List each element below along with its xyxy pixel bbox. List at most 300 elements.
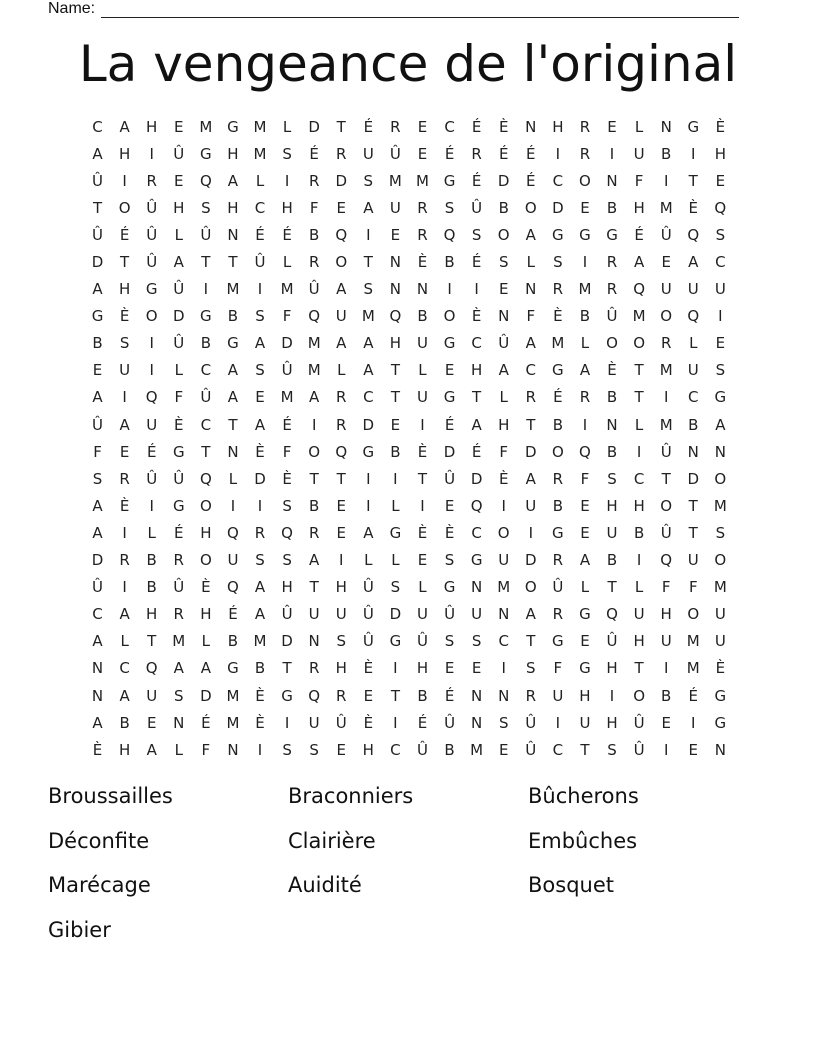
- grid-cell[interactable]: L: [337, 361, 346, 380]
- grid-cell[interactable]: T: [228, 415, 238, 434]
- grid-cell[interactable]: B: [309, 496, 320, 515]
- grid-cell[interactable]: S: [282, 496, 292, 515]
- grid-cell[interactable]: É: [282, 225, 292, 244]
- grid-cell[interactable]: I: [609, 686, 615, 705]
- grid-cell[interactable]: H: [146, 117, 158, 136]
- grid-cell[interactable]: U: [687, 551, 699, 570]
- grid-cell[interactable]: L: [255, 171, 265, 190]
- grid-cell[interactable]: R: [552, 605, 564, 624]
- grid-cell[interactable]: G: [443, 578, 456, 597]
- grid-cell[interactable]: D: [335, 171, 348, 190]
- grid-cell[interactable]: U: [687, 280, 699, 299]
- grid-cell[interactable]: I: [393, 469, 398, 488]
- grid-cell[interactable]: É: [417, 713, 428, 732]
- grid-cell[interactable]: I: [149, 144, 154, 163]
- grid-cell[interactable]: B: [606, 442, 618, 461]
- grid-cell[interactable]: M: [199, 117, 213, 136]
- grid-cell[interactable]: F: [526, 307, 536, 326]
- grid-cell[interactable]: M: [280, 388, 294, 407]
- grid-cell[interactable]: U: [227, 551, 239, 570]
- grid-cell[interactable]: Q: [335, 442, 348, 461]
- grid-cell[interactable]: H: [118, 280, 131, 299]
- grid-cell[interactable]: É: [228, 605, 238, 624]
- grid-cell[interactable]: A: [254, 415, 266, 434]
- grid-cell[interactable]: B: [444, 740, 455, 759]
- grid-cell[interactable]: Û: [92, 578, 104, 597]
- grid-cell[interactable]: È: [363, 713, 374, 732]
- grid-cell[interactable]: O: [524, 578, 537, 597]
- grid-cell[interactable]: T: [336, 469, 346, 488]
- grid-cell[interactable]: U: [308, 605, 320, 624]
- grid-cell[interactable]: M: [551, 334, 565, 353]
- grid-cell[interactable]: R: [336, 415, 347, 434]
- grid-cell[interactable]: N: [389, 280, 402, 299]
- grid-cell[interactable]: T: [526, 632, 536, 651]
- grid-cell[interactable]: T: [688, 523, 698, 542]
- grid-cell[interactable]: I: [393, 659, 398, 678]
- grid-cell[interactable]: Q: [335, 225, 348, 244]
- grid-cell[interactable]: É: [553, 388, 563, 407]
- grid-cell[interactable]: N: [91, 659, 104, 678]
- grid-cell[interactable]: Û: [92, 171, 104, 190]
- grid-cell[interactable]: T: [688, 171, 698, 190]
- grid-cell[interactable]: É: [471, 442, 482, 461]
- grid-cell[interactable]: H: [579, 686, 591, 705]
- grid-cell[interactable]: È: [92, 740, 103, 759]
- grid-cell[interactable]: Û: [146, 198, 158, 217]
- grid-cell[interactable]: A: [227, 171, 239, 190]
- grid-cell[interactable]: H: [470, 361, 483, 380]
- grid-cell[interactable]: S: [336, 632, 346, 651]
- grid-cell[interactable]: I: [122, 523, 127, 542]
- grid-cell[interactable]: R: [119, 469, 130, 488]
- grid-cell[interactable]: E: [174, 171, 184, 190]
- grid-cell[interactable]: N: [471, 713, 483, 732]
- grid-cell[interactable]: D: [525, 551, 537, 570]
- grid-cell[interactable]: E: [336, 496, 346, 515]
- grid-cell[interactable]: G: [91, 307, 104, 326]
- grid-cell[interactable]: M: [253, 632, 267, 651]
- grid-cell[interactable]: B: [92, 334, 103, 353]
- grid-cell[interactable]: Û: [173, 280, 185, 299]
- grid-cell[interactable]: C: [200, 415, 212, 434]
- grid-cell[interactable]: T: [390, 361, 400, 380]
- grid-cell[interactable]: Û: [362, 632, 374, 651]
- grid-cell[interactable]: S: [255, 551, 265, 570]
- grid-cell[interactable]: U: [362, 144, 374, 163]
- grid-cell[interactable]: D: [497, 171, 510, 190]
- grid-cell[interactable]: M: [253, 117, 267, 136]
- grid-cell[interactable]: U: [416, 605, 428, 624]
- grid-cell[interactable]: L: [580, 578, 590, 597]
- grid-cell[interactable]: O: [199, 496, 212, 515]
- grid-cell[interactable]: U: [714, 605, 726, 624]
- grid-cell[interactable]: N: [227, 225, 239, 244]
- grid-cell[interactable]: È: [282, 469, 292, 488]
- grid-cell[interactable]: Û: [254, 253, 266, 272]
- grid-cell[interactable]: D: [443, 442, 456, 461]
- grid-cell[interactable]: G: [687, 117, 700, 136]
- grid-cell[interactable]: B: [200, 334, 211, 353]
- grid-cell[interactable]: Û: [552, 578, 564, 597]
- grid-cell[interactable]: Û: [389, 144, 401, 163]
- grid-cell[interactable]: U: [335, 307, 347, 326]
- grid-cell[interactable]: È: [498, 469, 509, 488]
- grid-cell[interactable]: Û: [444, 469, 456, 488]
- grid-cell[interactable]: E: [336, 740, 346, 759]
- grid-cell[interactable]: E: [661, 253, 671, 272]
- grid-cell[interactable]: B: [444, 253, 455, 272]
- grid-cell[interactable]: E: [580, 496, 590, 515]
- grid-cell[interactable]: O: [606, 334, 618, 353]
- grid-cell[interactable]: N: [498, 307, 510, 326]
- grid-cell[interactable]: T: [661, 469, 671, 488]
- grid-cell[interactable]: T: [201, 253, 211, 272]
- grid-cell[interactable]: D: [362, 415, 375, 434]
- grid-cell[interactable]: M: [416, 171, 429, 190]
- grid-cell[interactable]: I: [501, 659, 506, 678]
- grid-cell[interactable]: È: [417, 442, 428, 461]
- grid-cell[interactable]: R: [579, 144, 591, 163]
- grid-cell[interactable]: A: [119, 117, 130, 136]
- grid-cell[interactable]: Û: [471, 198, 483, 217]
- grid-cell[interactable]: B: [309, 225, 320, 244]
- grid-cell[interactable]: Q: [443, 225, 456, 244]
- grid-cell[interactable]: S: [363, 280, 374, 299]
- grid-cell[interactable]: I: [230, 496, 236, 515]
- grid-cell[interactable]: O: [497, 523, 510, 542]
- grid-cell[interactable]: M: [226, 713, 240, 732]
- grid-cell[interactable]: N: [308, 632, 320, 651]
- name-underline[interactable]: [101, 3, 739, 18]
- grid-cell[interactable]: C: [471, 334, 482, 353]
- grid-cell[interactable]: E: [390, 415, 401, 434]
- grid-cell[interactable]: B: [606, 551, 618, 570]
- grid-cell[interactable]: É: [363, 117, 374, 136]
- grid-cell[interactable]: I: [555, 713, 561, 732]
- grid-cell[interactable]: Û: [660, 442, 672, 461]
- grid-cell[interactable]: B: [227, 632, 239, 651]
- grid-cell[interactable]: G: [606, 225, 618, 244]
- grid-cell[interactable]: M: [686, 632, 700, 651]
- grid-cell[interactable]: S: [471, 225, 482, 244]
- grid-cell[interactable]: T: [390, 388, 400, 407]
- grid-cell[interactable]: N: [498, 686, 510, 705]
- grid-cell[interactable]: B: [254, 659, 266, 678]
- grid-cell[interactable]: U: [498, 551, 510, 570]
- grid-cell[interactable]: È: [553, 307, 563, 326]
- grid-cell[interactable]: T: [120, 253, 130, 272]
- grid-cell[interactable]: M: [713, 496, 727, 515]
- grid-cell[interactable]: S: [282, 551, 292, 570]
- grid-cell[interactable]: B: [417, 307, 428, 326]
- grid-cell[interactable]: A: [715, 415, 726, 434]
- grid-cell[interactable]: S: [444, 632, 455, 651]
- grid-cell[interactable]: B: [661, 686, 672, 705]
- grid-cell[interactable]: E: [444, 496, 455, 515]
- grid-cell[interactable]: F: [634, 171, 644, 190]
- grid-cell[interactable]: É: [688, 686, 698, 705]
- grid-cell[interactable]: O: [660, 307, 673, 326]
- grid-cell[interactable]: Û: [525, 713, 537, 732]
- grid-cell[interactable]: R: [336, 686, 347, 705]
- grid-cell[interactable]: R: [579, 388, 591, 407]
- grid-cell[interactable]: A: [227, 388, 239, 407]
- grid-cell[interactable]: S: [92, 469, 103, 488]
- grid-cell[interactable]: È: [255, 442, 265, 461]
- grid-cell[interactable]: I: [257, 496, 263, 515]
- grid-cell[interactable]: L: [634, 117, 644, 136]
- grid-cell[interactable]: É: [201, 713, 211, 732]
- grid-cell[interactable]: È: [471, 307, 482, 326]
- grid-cell[interactable]: N: [471, 686, 483, 705]
- grid-cell[interactable]: E: [146, 713, 157, 732]
- grid-cell[interactable]: I: [474, 280, 479, 299]
- grid-cell[interactable]: E: [661, 713, 671, 732]
- grid-cell[interactable]: N: [660, 117, 672, 136]
- grid-cell[interactable]: A: [363, 334, 374, 353]
- grid-cell[interactable]: R: [390, 117, 401, 136]
- grid-cell[interactable]: I: [203, 280, 209, 299]
- grid-cell[interactable]: E: [444, 361, 455, 380]
- grid-cell[interactable]: C: [390, 740, 401, 759]
- grid-cell[interactable]: B: [661, 144, 672, 163]
- grid-cell[interactable]: N: [227, 442, 239, 461]
- grid-cell[interactable]: N: [389, 253, 402, 272]
- grid-cell[interactable]: E: [498, 280, 509, 299]
- grid-cell[interactable]: Û: [444, 605, 456, 624]
- grid-cell[interactable]: O: [308, 442, 321, 461]
- grid-cell[interactable]: Q: [227, 523, 239, 542]
- grid-cell[interactable]: Û: [92, 225, 104, 244]
- grid-cell[interactable]: B: [146, 551, 157, 570]
- grid-cell[interactable]: T: [607, 578, 617, 597]
- grid-cell[interactable]: N: [173, 713, 185, 732]
- grid-cell[interactable]: Q: [714, 198, 727, 217]
- grid-cell[interactable]: G: [389, 632, 402, 651]
- grid-cell[interactable]: U: [633, 144, 645, 163]
- grid-cell[interactable]: O: [524, 198, 537, 217]
- grid-cell[interactable]: S: [444, 198, 455, 217]
- grid-cell[interactable]: E: [417, 551, 428, 570]
- grid-cell[interactable]: Û: [200, 388, 212, 407]
- grid-cell[interactable]: Û: [444, 713, 456, 732]
- grid-cell[interactable]: Q: [470, 496, 483, 515]
- grid-cell[interactable]: A: [309, 551, 320, 570]
- grid-cell[interactable]: I: [149, 496, 154, 515]
- grid-cell[interactable]: A: [498, 361, 509, 380]
- grid-cell[interactable]: H: [200, 605, 212, 624]
- grid-cell[interactable]: U: [389, 198, 401, 217]
- grid-cell[interactable]: B: [606, 388, 618, 407]
- grid-cell[interactable]: T: [634, 361, 644, 380]
- grid-cell[interactable]: G: [227, 334, 239, 353]
- grid-cell[interactable]: E: [174, 117, 184, 136]
- grid-cell[interactable]: Û: [335, 713, 347, 732]
- grid-cell[interactable]: Q: [633, 280, 645, 299]
- grid-cell[interactable]: H: [118, 740, 131, 759]
- grid-cell[interactable]: Û: [525, 740, 537, 759]
- grid-cell[interactable]: A: [92, 144, 103, 163]
- grid-cell[interactable]: B: [552, 496, 564, 515]
- grid-cell[interactable]: G: [227, 659, 239, 678]
- grid-cell[interactable]: D: [91, 551, 104, 570]
- grid-cell[interactable]: L: [174, 740, 183, 759]
- grid-cell[interactable]: È: [174, 415, 184, 434]
- grid-cell[interactable]: C: [92, 117, 103, 136]
- grid-cell[interactable]: Û: [660, 225, 672, 244]
- grid-cell[interactable]: Û: [362, 605, 374, 624]
- grid-cell[interactable]: N: [471, 578, 483, 597]
- grid-cell[interactable]: T: [634, 388, 644, 407]
- grid-cell[interactable]: U: [660, 632, 672, 651]
- grid-cell[interactable]: M: [307, 334, 321, 353]
- grid-cell[interactable]: Q: [687, 225, 700, 244]
- grid-cell[interactable]: I: [528, 523, 533, 542]
- grid-cell[interactable]: R: [552, 469, 564, 488]
- grid-cell[interactable]: A: [146, 740, 157, 759]
- grid-cell[interactable]: L: [634, 578, 644, 597]
- grid-cell[interactable]: R: [308, 659, 320, 678]
- grid-cell[interactable]: O: [687, 605, 700, 624]
- grid-cell[interactable]: Q: [660, 551, 673, 570]
- grid-cell[interactable]: G: [172, 496, 185, 515]
- grid-cell[interactable]: S: [471, 632, 482, 651]
- grid-cell[interactable]: Û: [416, 740, 428, 759]
- grid-cell[interactable]: A: [363, 523, 374, 542]
- grid-cell[interactable]: M: [497, 578, 511, 597]
- grid-cell[interactable]: È: [417, 523, 428, 542]
- grid-cell[interactable]: G: [145, 280, 158, 299]
- grid-cell[interactable]: G: [172, 442, 185, 461]
- grid-cell[interactable]: E: [580, 632, 590, 651]
- grid-cell[interactable]: A: [119, 605, 130, 624]
- grid-cell[interactable]: L: [174, 225, 183, 244]
- grid-cell[interactable]: C: [254, 198, 266, 217]
- grid-cell[interactable]: É: [471, 253, 482, 272]
- grid-cell[interactable]: I: [447, 280, 452, 299]
- grid-cell[interactable]: D: [470, 469, 483, 488]
- grid-cell[interactable]: U: [660, 280, 672, 299]
- grid-cell[interactable]: S: [715, 523, 726, 542]
- grid-cell[interactable]: B: [498, 198, 509, 217]
- grid-cell[interactable]: E: [715, 171, 726, 190]
- grid-cell[interactable]: M: [659, 361, 673, 380]
- grid-cell[interactable]: Q: [687, 307, 700, 326]
- grid-cell[interactable]: Q: [308, 307, 321, 326]
- grid-cell[interactable]: L: [689, 334, 698, 353]
- grid-cell[interactable]: E: [444, 659, 455, 678]
- grid-cell[interactable]: A: [579, 551, 591, 570]
- grid-cell[interactable]: O: [335, 253, 348, 272]
- grid-cell[interactable]: H: [660, 605, 672, 624]
- grid-cell[interactable]: S: [282, 144, 292, 163]
- grid-cell[interactable]: H: [227, 144, 239, 163]
- grid-cell[interactable]: È: [255, 686, 265, 705]
- grid-cell[interactable]: M: [632, 307, 646, 326]
- grid-cell[interactable]: M: [253, 144, 267, 163]
- grid-cell[interactable]: L: [282, 253, 292, 272]
- grid-cell[interactable]: U: [687, 361, 699, 380]
- grid-cell[interactable]: G: [552, 361, 564, 380]
- grid-cell[interactable]: L: [391, 496, 400, 515]
- grid-cell[interactable]: I: [366, 225, 371, 244]
- grid-cell[interactable]: T: [363, 253, 373, 272]
- grid-cell[interactable]: H: [633, 632, 645, 651]
- grid-cell[interactable]: Û: [281, 605, 293, 624]
- grid-cell[interactable]: R: [146, 171, 157, 190]
- grid-cell[interactable]: M: [226, 686, 240, 705]
- grid-cell[interactable]: Û: [416, 632, 428, 651]
- grid-cell[interactable]: O: [551, 442, 564, 461]
- grid-cell[interactable]: U: [146, 415, 158, 434]
- grid-cell[interactable]: I: [663, 740, 669, 759]
- grid-cell[interactable]: U: [633, 605, 645, 624]
- grid-cell[interactable]: T: [390, 686, 400, 705]
- grid-cell[interactable]: E: [336, 523, 346, 542]
- grid-cell[interactable]: M: [226, 280, 240, 299]
- grid-cell[interactable]: L: [418, 361, 427, 380]
- grid-cell[interactable]: T: [472, 388, 482, 407]
- grid-cell[interactable]: I: [257, 280, 263, 299]
- grid-cell[interactable]: A: [525, 605, 536, 624]
- grid-cell[interactable]: U: [714, 632, 726, 651]
- grid-cell[interactable]: E: [92, 361, 103, 380]
- grid-cell[interactable]: G: [470, 551, 483, 570]
- grid-cell[interactable]: Û: [92, 415, 104, 434]
- grid-cell[interactable]: U: [308, 713, 320, 732]
- grid-cell[interactable]: D: [389, 605, 402, 624]
- grid-cell[interactable]: T: [336, 117, 346, 136]
- grid-cell[interactable]: S: [444, 551, 455, 570]
- grid-cell[interactable]: È: [444, 523, 455, 542]
- grid-cell[interactable]: I: [284, 713, 290, 732]
- grid-cell[interactable]: Û: [498, 334, 510, 353]
- grid-cell[interactable]: H: [335, 659, 347, 678]
- grid-cell[interactable]: O: [497, 225, 510, 244]
- grid-cell[interactable]: H: [633, 496, 645, 515]
- grid-cell[interactable]: C: [688, 388, 699, 407]
- grid-cell[interactable]: B: [390, 442, 401, 461]
- grid-cell[interactable]: T: [417, 469, 428, 488]
- grid-cell[interactable]: R: [308, 171, 320, 190]
- grid-cell[interactable]: U: [119, 361, 131, 380]
- grid-cell[interactable]: L: [228, 469, 238, 488]
- grid-cell[interactable]: Û: [200, 225, 212, 244]
- grid-cell[interactable]: C: [633, 469, 645, 488]
- grid-cell[interactable]: E: [607, 117, 617, 136]
- grid-cell[interactable]: I: [582, 415, 588, 434]
- grid-cell[interactable]: H: [389, 334, 402, 353]
- grid-cell[interactable]: Q: [199, 171, 212, 190]
- grid-cell[interactable]: A: [92, 496, 103, 515]
- grid-cell[interactable]: Q: [389, 307, 402, 326]
- grid-cell[interactable]: G: [200, 144, 212, 163]
- grid-cell[interactable]: M: [659, 198, 673, 217]
- grid-cell[interactable]: H: [606, 496, 618, 515]
- grid-cell[interactable]: G: [281, 686, 293, 705]
- grid-cell[interactable]: L: [526, 253, 535, 272]
- grid-cell[interactable]: U: [579, 713, 591, 732]
- grid-cell[interactable]: L: [201, 632, 211, 651]
- grid-cell[interactable]: E: [688, 740, 698, 759]
- grid-cell[interactable]: B: [688, 415, 699, 434]
- grid-cell[interactable]: O: [660, 496, 673, 515]
- grid-cell[interactable]: F: [93, 442, 102, 461]
- grid-cell[interactable]: T: [282, 659, 292, 678]
- grid-cell[interactable]: C: [92, 605, 103, 624]
- grid-cell[interactable]: N: [714, 442, 726, 461]
